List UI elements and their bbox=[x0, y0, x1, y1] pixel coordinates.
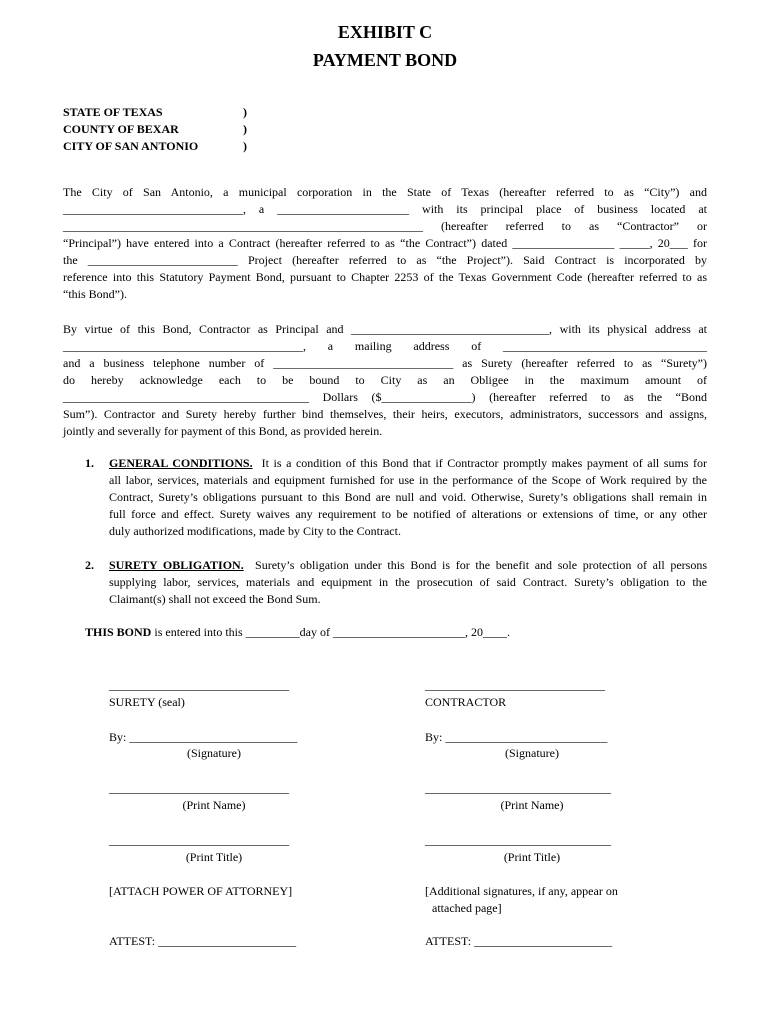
text-line bbox=[109, 557, 707, 574]
text-line: the _________________________ Project (hereafter referred to as “the Project”). Said Contract is incorporated by bbox=[63, 253, 707, 267]
exhibit-title: EXHIBIT C bbox=[337, 22, 433, 42]
text-line: Contract, Surety’s obligations pursuant to this Bond are null and void. Otherwise, Surety’s obligations shall remain in bbox=[109, 490, 707, 504]
contractor-print-title-caption: (Print Title) bbox=[503, 850, 561, 864]
venue-paren: ) bbox=[243, 105, 247, 119]
venue-block bbox=[63, 104, 247, 155]
surety-print-name-caption: (Print Name) bbox=[182, 798, 246, 812]
contractor-label: CONTRACTOR bbox=[425, 695, 507, 709]
text-line: all labor, services, materials and equipment furnished for use in the performance of the Scope of Work required by the bbox=[109, 473, 707, 487]
contractor-attest-field[interactable]: ATTEST: _______________________ bbox=[425, 934, 613, 948]
text-line: ____________________________________________________________ (hereafter referred to as “Contractor” or bbox=[63, 219, 707, 233]
venue-county bbox=[63, 121, 247, 138]
venue-label: CITY OF SAN ANTONIO bbox=[63, 139, 199, 153]
venue-city bbox=[63, 138, 247, 155]
text-line: Claimant(s) shall not exceed the Bond Sum. bbox=[109, 592, 321, 606]
contractor-signature-line[interactable]: ______________________________ bbox=[425, 678, 605, 692]
venue-paren: ) bbox=[243, 139, 247, 153]
venue-state bbox=[63, 104, 247, 121]
section-number: 1. bbox=[85, 456, 94, 470]
additional-signatures-note: [Additional signatures, if any, appear on bbox=[425, 884, 618, 898]
contractor-print-name-field[interactable]: _______________________________ bbox=[425, 781, 611, 795]
text-line: “this Bond”). bbox=[63, 287, 127, 301]
surety-label: SURETY (seal) bbox=[109, 695, 185, 709]
text-line bbox=[109, 455, 707, 472]
surety-by-field[interactable]: By: ____________________________ bbox=[109, 730, 298, 744]
text-line: supplying labor, services, materials and equipment in the prosecution of said Contract. Surety’s obligation to the bbox=[109, 575, 707, 589]
contractor-signature-caption: (Signature) bbox=[505, 746, 559, 760]
text-line: reference into this Statutory Payment Bond, pursuant to Chapter 2253 of the Texas Government Code (hereafter referred to as bbox=[63, 270, 707, 284]
this-bond-label: THIS BOND bbox=[85, 625, 152, 639]
surety-print-name-field[interactable]: ______________________________ bbox=[109, 781, 289, 795]
surety-print-title-field[interactable]: ______________________________ bbox=[109, 833, 289, 847]
text-line: Sum”). Contractor and Surety hereby further bind themselves, their heirs, executors, administrators, successors and assigns, bbox=[63, 407, 707, 421]
text-line: By virtue of this Bond, Contractor as Principal and _________________________________, with its physical address at bbox=[63, 322, 707, 336]
venue-label: COUNTY OF BEXAR bbox=[63, 122, 179, 136]
additional-signatures-note-cont: attached page] bbox=[432, 901, 502, 915]
section-body bbox=[109, 455, 707, 540]
section-body bbox=[109, 557, 707, 608]
power-of-attorney-note: [ATTACH POWER OF ATTORNEY] bbox=[109, 884, 293, 898]
contractor-print-title-field[interactable]: _______________________________ bbox=[425, 833, 611, 847]
text-line: do hereby acknowledge each to be bound to City as an Obligee in the maximum amount of bbox=[63, 373, 707, 387]
contractor-by-field[interactable]: By: ___________________________ bbox=[425, 730, 608, 744]
text-line: ________________________________________, a mailing address of __________________________________ bbox=[63, 339, 707, 353]
paragraph-surety bbox=[63, 321, 707, 440]
section-heading: SURETY OBLIGATION. bbox=[109, 558, 244, 572]
surety-attest-field[interactable]: ATTEST: _______________________ bbox=[109, 934, 297, 948]
execution-date-line bbox=[85, 624, 510, 641]
text-line: and a business telephone number of ______________________________ as Surety (hereafter referred to as “Surety”) bbox=[63, 356, 707, 370]
text-line: “Principal”) have entered into a Contract (hereafter referred to as “the Contract”) dated _________________ _____, 20___ for bbox=[63, 236, 707, 250]
text-line: _________________________________________ Dollars ($_______________) (hereafter referred to as the “Bond bbox=[63, 390, 707, 404]
surety-signature-line[interactable]: ______________________________ bbox=[109, 678, 289, 692]
section-text: Surety’s obligation under this Bond is for the benefit and sole protection of all persons bbox=[255, 558, 708, 572]
section-heading: GENERAL CONDITIONS. bbox=[109, 456, 253, 470]
text-line: The City of San Antonio, a municipal corporation in the State of Texas (hereafter referred to as “City”) and bbox=[63, 185, 707, 199]
venue-label: STATE OF TEXAS bbox=[63, 105, 163, 119]
section-text: It is a condition of this Bond that if Contractor promptly makes payment of all sums for bbox=[261, 456, 707, 470]
section-number: 2. bbox=[85, 558, 94, 572]
venue-paren: ) bbox=[243, 122, 247, 136]
paragraph-parties bbox=[63, 184, 707, 303]
surety-signature-caption: (Signature) bbox=[187, 746, 241, 760]
surety-print-title-caption: (Print Title) bbox=[185, 850, 243, 864]
execution-date-text: is entered into this _________day of ______________________, 20____. bbox=[151, 625, 510, 639]
contractor-print-name-caption: (Print Name) bbox=[500, 798, 564, 812]
text-line: jointly and severally for payment of this Bond, as provided herein. bbox=[63, 424, 383, 438]
text-line: full force and effect. Surety waives any requirement to be notified of alterations or extensions of time, or any other bbox=[109, 507, 707, 521]
text-line: duly authorized modifications, made by City to the Contract. bbox=[109, 524, 401, 538]
document-title: PAYMENT BOND bbox=[312, 50, 458, 70]
text-line: ______________________________, a ______________________ with its principal place of business located at bbox=[63, 202, 707, 216]
